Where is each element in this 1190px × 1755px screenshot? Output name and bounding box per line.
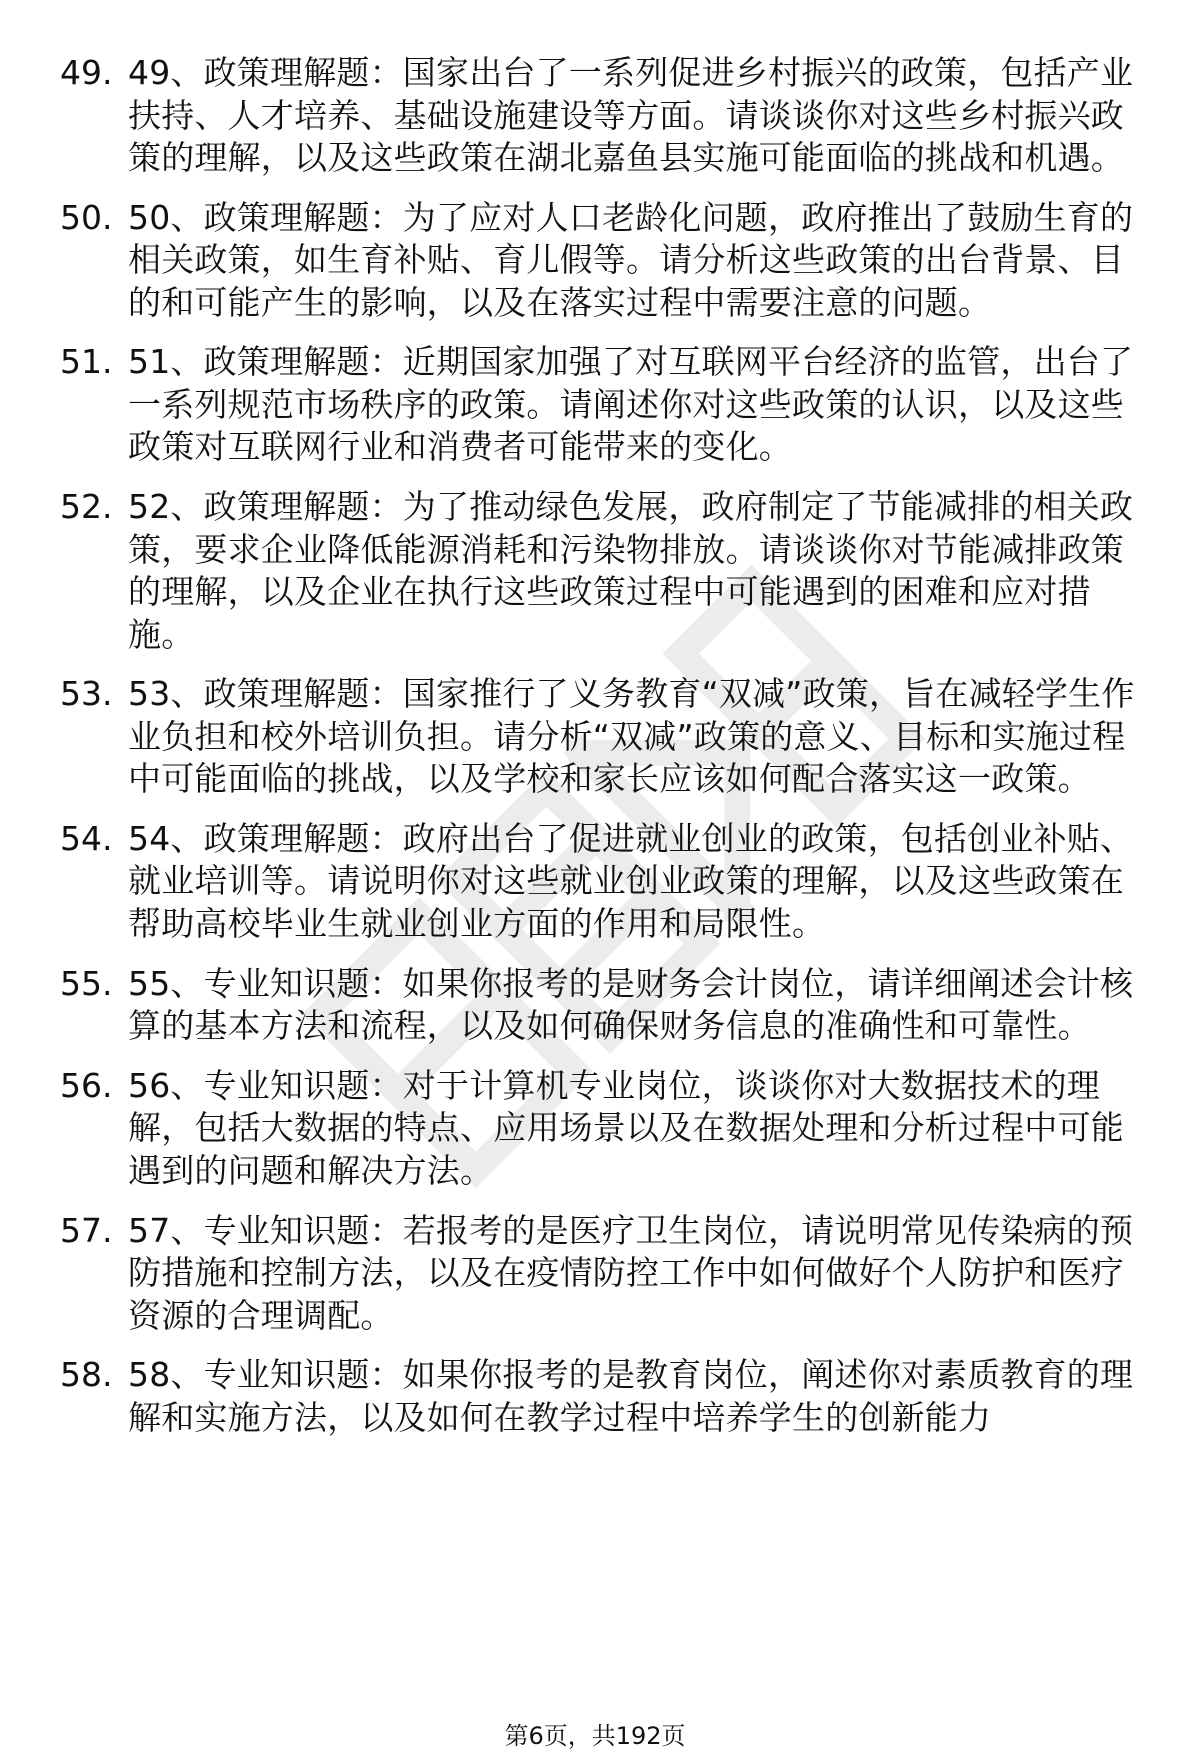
list-item [60, 963, 1150, 1048]
question-text: 55、专业知识题：如果你报考的是财务会计岗位，请详细阐述会计核算的基本方法和流程，以及如何确保财务信息的准确性和可靠性。 [128, 963, 1134, 1046]
list-item [60, 1210, 1150, 1338]
question-number: 55. [60, 963, 113, 1003]
question-text: 52、政策理解题：为了推动绿色发展，政府制定了节能减排的相关政策，要求企业降低能源消耗和污染物排放。请谈谈你对节能减排政策的理解，以及企业在执行这些政策过程中可能遇到的困难和应对措施。 [128, 487, 1134, 654]
question-number: 50. [60, 197, 113, 237]
list-item [60, 1354, 1150, 1439]
question-number: 54. [60, 818, 113, 858]
question-number: 51. [60, 342, 113, 382]
question-number: 53. [60, 674, 113, 714]
question-text: 56、专业知识题：对于计算机专业岗位，谈谈你对大数据技术的理解，包括大数据的特点、应用场景以及在数据处理和分析过程中可能遇到的问题和解决方法。 [128, 1065, 1124, 1190]
list-item [60, 486, 1150, 656]
question-text: 49、政策理解题：国家出台了一系列促进乡村振兴的政策，包括产业扶持、人才培养、基础设施建设等方面。请谈谈你对这些乡村振兴政策的理解，以及这些政策在湖北嘉鱼县实施可能面临的挑战和机遇。 [128, 53, 1134, 177]
question-number: 57. [60, 1210, 113, 1250]
page-footer: 第6页，共192页 [504, 1722, 686, 1750]
question-list [60, 52, 1150, 1456]
question-number: 49. [60, 53, 113, 92]
question-text: 50、政策理解题：为了应对人口老龄化问题，政府推出了鼓励生育的相关政策，如生育补贴、育儿假等。请分析这些政策的出台背景、目的和可能产生的影响，以及在落实过程中需要注意的问题。 [128, 197, 1134, 322]
question-number: 58. [60, 1355, 113, 1395]
list-item [60, 52, 1150, 180]
list-item [60, 673, 1150, 801]
question-text: 57、专业知识题：若报考的是医疗卫生岗位，请说明常见传染病的预防措施和控制方法，以及在疫情防控工作中如何做好个人防护和医疗资源的合理调配。 [128, 1210, 1134, 1335]
list-item [60, 818, 1150, 946]
question-text: 51、政策理解题：近期国家加强了对互联网平台经济的监管，出台了一系列规范市场秩序的政策。请阐述你对这些政策的认识，以及这些政策对互联网行业和消费者可能带来的变化。 [128, 342, 1134, 467]
list-item [60, 1065, 1150, 1193]
question-text: 58、专业知识题：如果你报考的是教育岗位，阐述你对素质教育的理解和实施方法，以及如何在教学过程中培养学生的创新能力 [128, 1355, 1134, 1437]
question-number: 56. [60, 1065, 113, 1105]
list-item [60, 197, 1150, 325]
question-number: 52. [60, 487, 113, 527]
list-item [60, 341, 1150, 469]
question-text: 53、政策理解题：国家推行了义务教育“双减”政策，旨在减轻学生作业负担和校外培训负担。请分析“双减”政策的意义、目标和实施过程中可能面临的挑战，以及学校和家长应该如何配合落实这一政策。 [128, 674, 1135, 799]
question-text: 54、政策理解题：政府出台了促进就业创业的政策，包括创业补贴、就业培训等。请说明你对这些就业创业政策的理解，以及这些政策在帮助高校毕业生就业创业方面的作用和局限性。 [128, 818, 1134, 943]
